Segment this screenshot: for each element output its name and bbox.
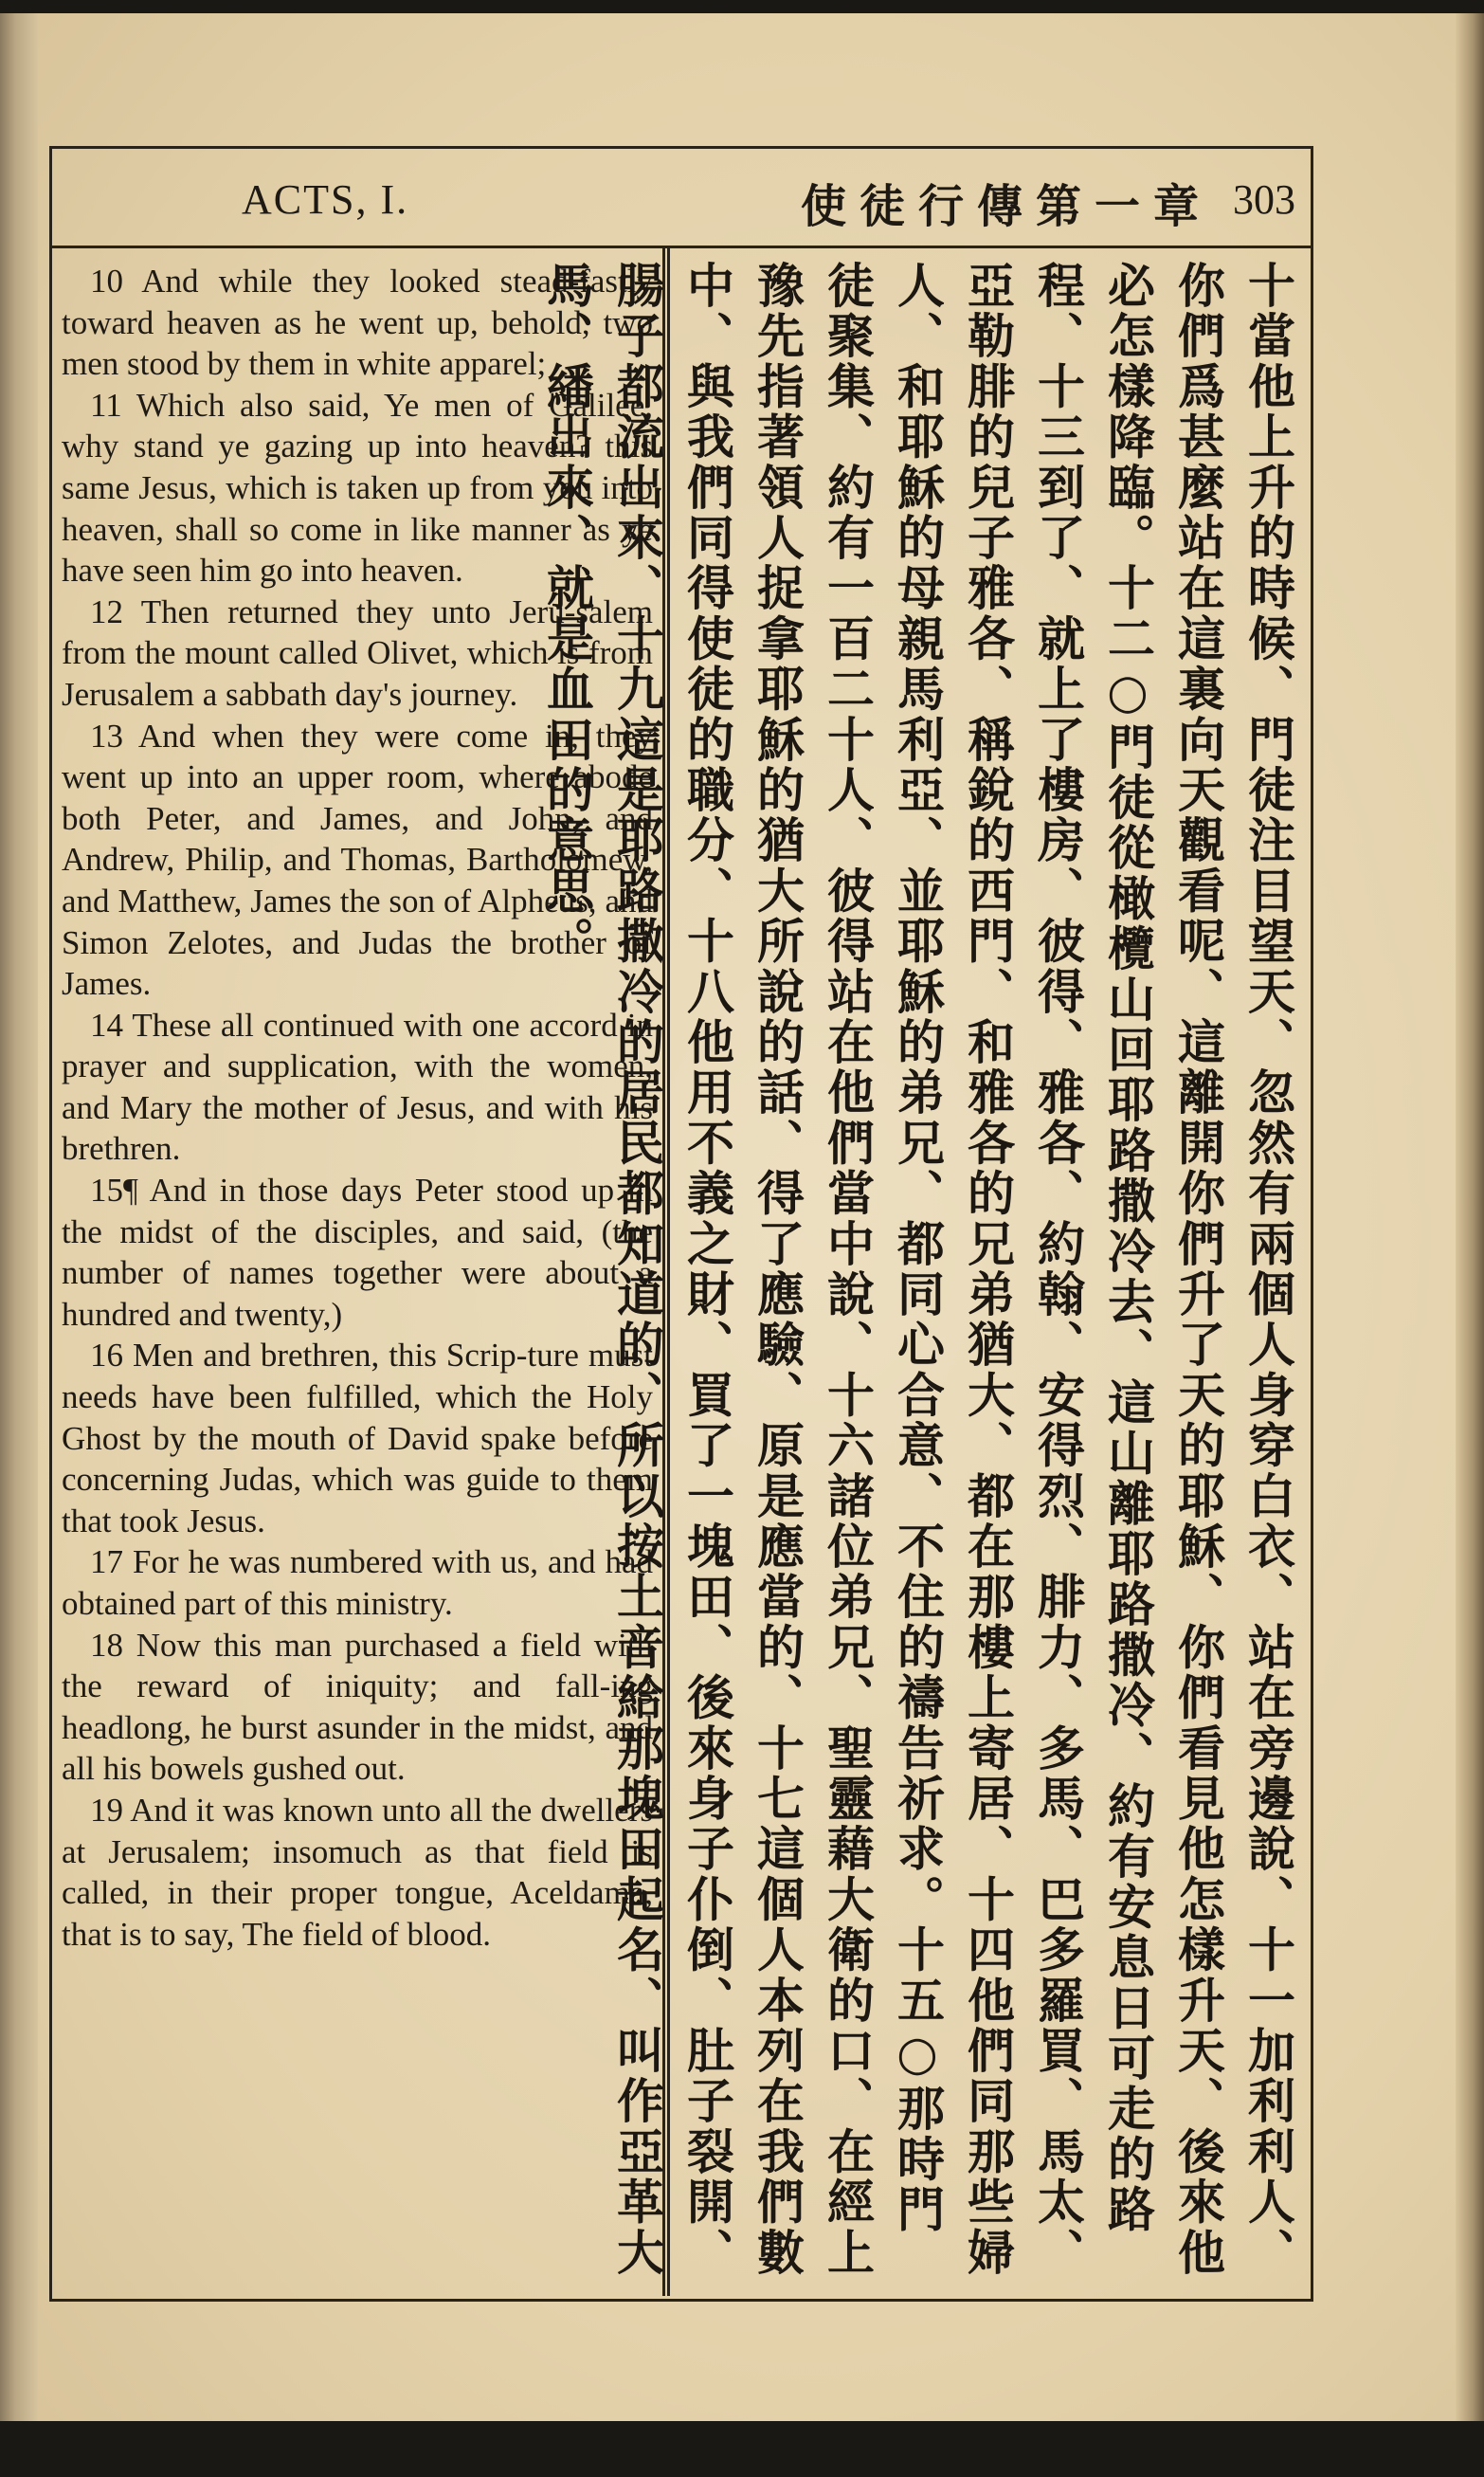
text-frame xyxy=(49,146,1313,2302)
book-page xyxy=(0,13,1484,2421)
verse-17: 17 For he was numbered with us, and had obtained part of this ministry. xyxy=(62,1543,653,1622)
verse-11: 11 Which also said, Ye men of Galilee, why stand ye gazing up into heaven? this same Jesus, which is taken up from you into heaven, shall so come in like manner as ye have seen him go into heaven. xyxy=(62,386,653,590)
verse-18: 18 Now this man purchased a field with the reward of iniquity; and fall-ing headlong, he burst asunder in the midst, and all his bowels gushed out. xyxy=(62,1626,653,1788)
running-header xyxy=(52,149,1311,248)
verse-14: 14 These all continued with one accord in prayer and supplication, with the women, and Mary the mother of Jesus, and with his brethren. xyxy=(62,1006,653,1168)
page-number: 303 xyxy=(1233,176,1295,223)
book-spine xyxy=(0,13,38,2421)
verse-13: 13 And when they were come in, they went up into an upper room, where abode both Peter, and James, and John, and Andrew, Philip, and Thomas, Bartholomew, and Matthew, James the son of Alpheus, and Simon Zelotes, and Judas the brother of James. xyxy=(62,717,653,1003)
verse-19: 19 And it was known unto all the dwellers at Jerusalem; insomuch as that field is called, in their proper tongue, Aceldama, that is to say, The field of blood. xyxy=(62,1791,653,1953)
chinese-verse-text: 十當他上升的時候、門徒注目望天、忽然有兩個人身穿白衣、站在旁邊說、十一加利利人、你們爲甚麼站在這裏向天觀看呢、這離開你們升了天的耶穌、你們看見他怎樣升天、後來他必怎樣降臨。十二○門徒從橄欖山回耶路撒冷去、這山離耶路撒冷、約有安息日可走的路程、十三到了、就上了樓房、彼得、雅各、約翰、安得烈、腓力、多馬、巴多羅買、馬太、亞勒腓的兒子雅各、稱銳的西門、和雅各的兄弟猶大、都在那樓上寄居、十四他們同那些婦人、和耶穌的母親馬利亞、並耶穌的弟兄、都同心合意、不住的禱告祈求。十五○那時門徒聚集、約有一百二十人、彼得站在他們當中說、十六諸位弟兄、聖靈藉大衛的口、在經上豫先指著領人捉拿耶穌的猶大所說的話、得了應驗、原是應當的、十七這個人本列在我們數中、與我們同得使徒的職分、十八他用不義之財、買了一塊田、後來身子仆倒、肚子裂開、腸子都流出來、十九這是耶路撒冷的居民都知道的、所以按土音給那塊田起名、叫作亞革大馬、繙出來、就是血田的意思。 xyxy=(539,261,1295,2278)
verse-16: 16 Men and brethren, this Scrip-ture must needs have been fulfilled, which the Holy Ghost by the mouth of David spake before concerning Judas, which was guide to them that took Jesus. xyxy=(62,1337,653,1539)
verse-10: 10 And while they looked stead-fastly toward heaven as he went up, behold, two men stood by them in white apparel; xyxy=(62,263,653,383)
verse-15: 15¶ And in those days Peter stood up in the midst of the disciples, and said, (the number of names together were about a hundred and twenty,) xyxy=(62,1172,653,1333)
english-running-title: ACTS, I. xyxy=(242,176,409,223)
verse-12: 12 Then returned they unto Jeru-salem from the mount called Olivet, which is from Jerusalem a sabbath day's journey. xyxy=(62,592,653,713)
chinese-column xyxy=(539,261,1303,2289)
page-edge xyxy=(1456,13,1484,2421)
chinese-running-title: 使徒行傳第一章 xyxy=(801,180,1213,233)
